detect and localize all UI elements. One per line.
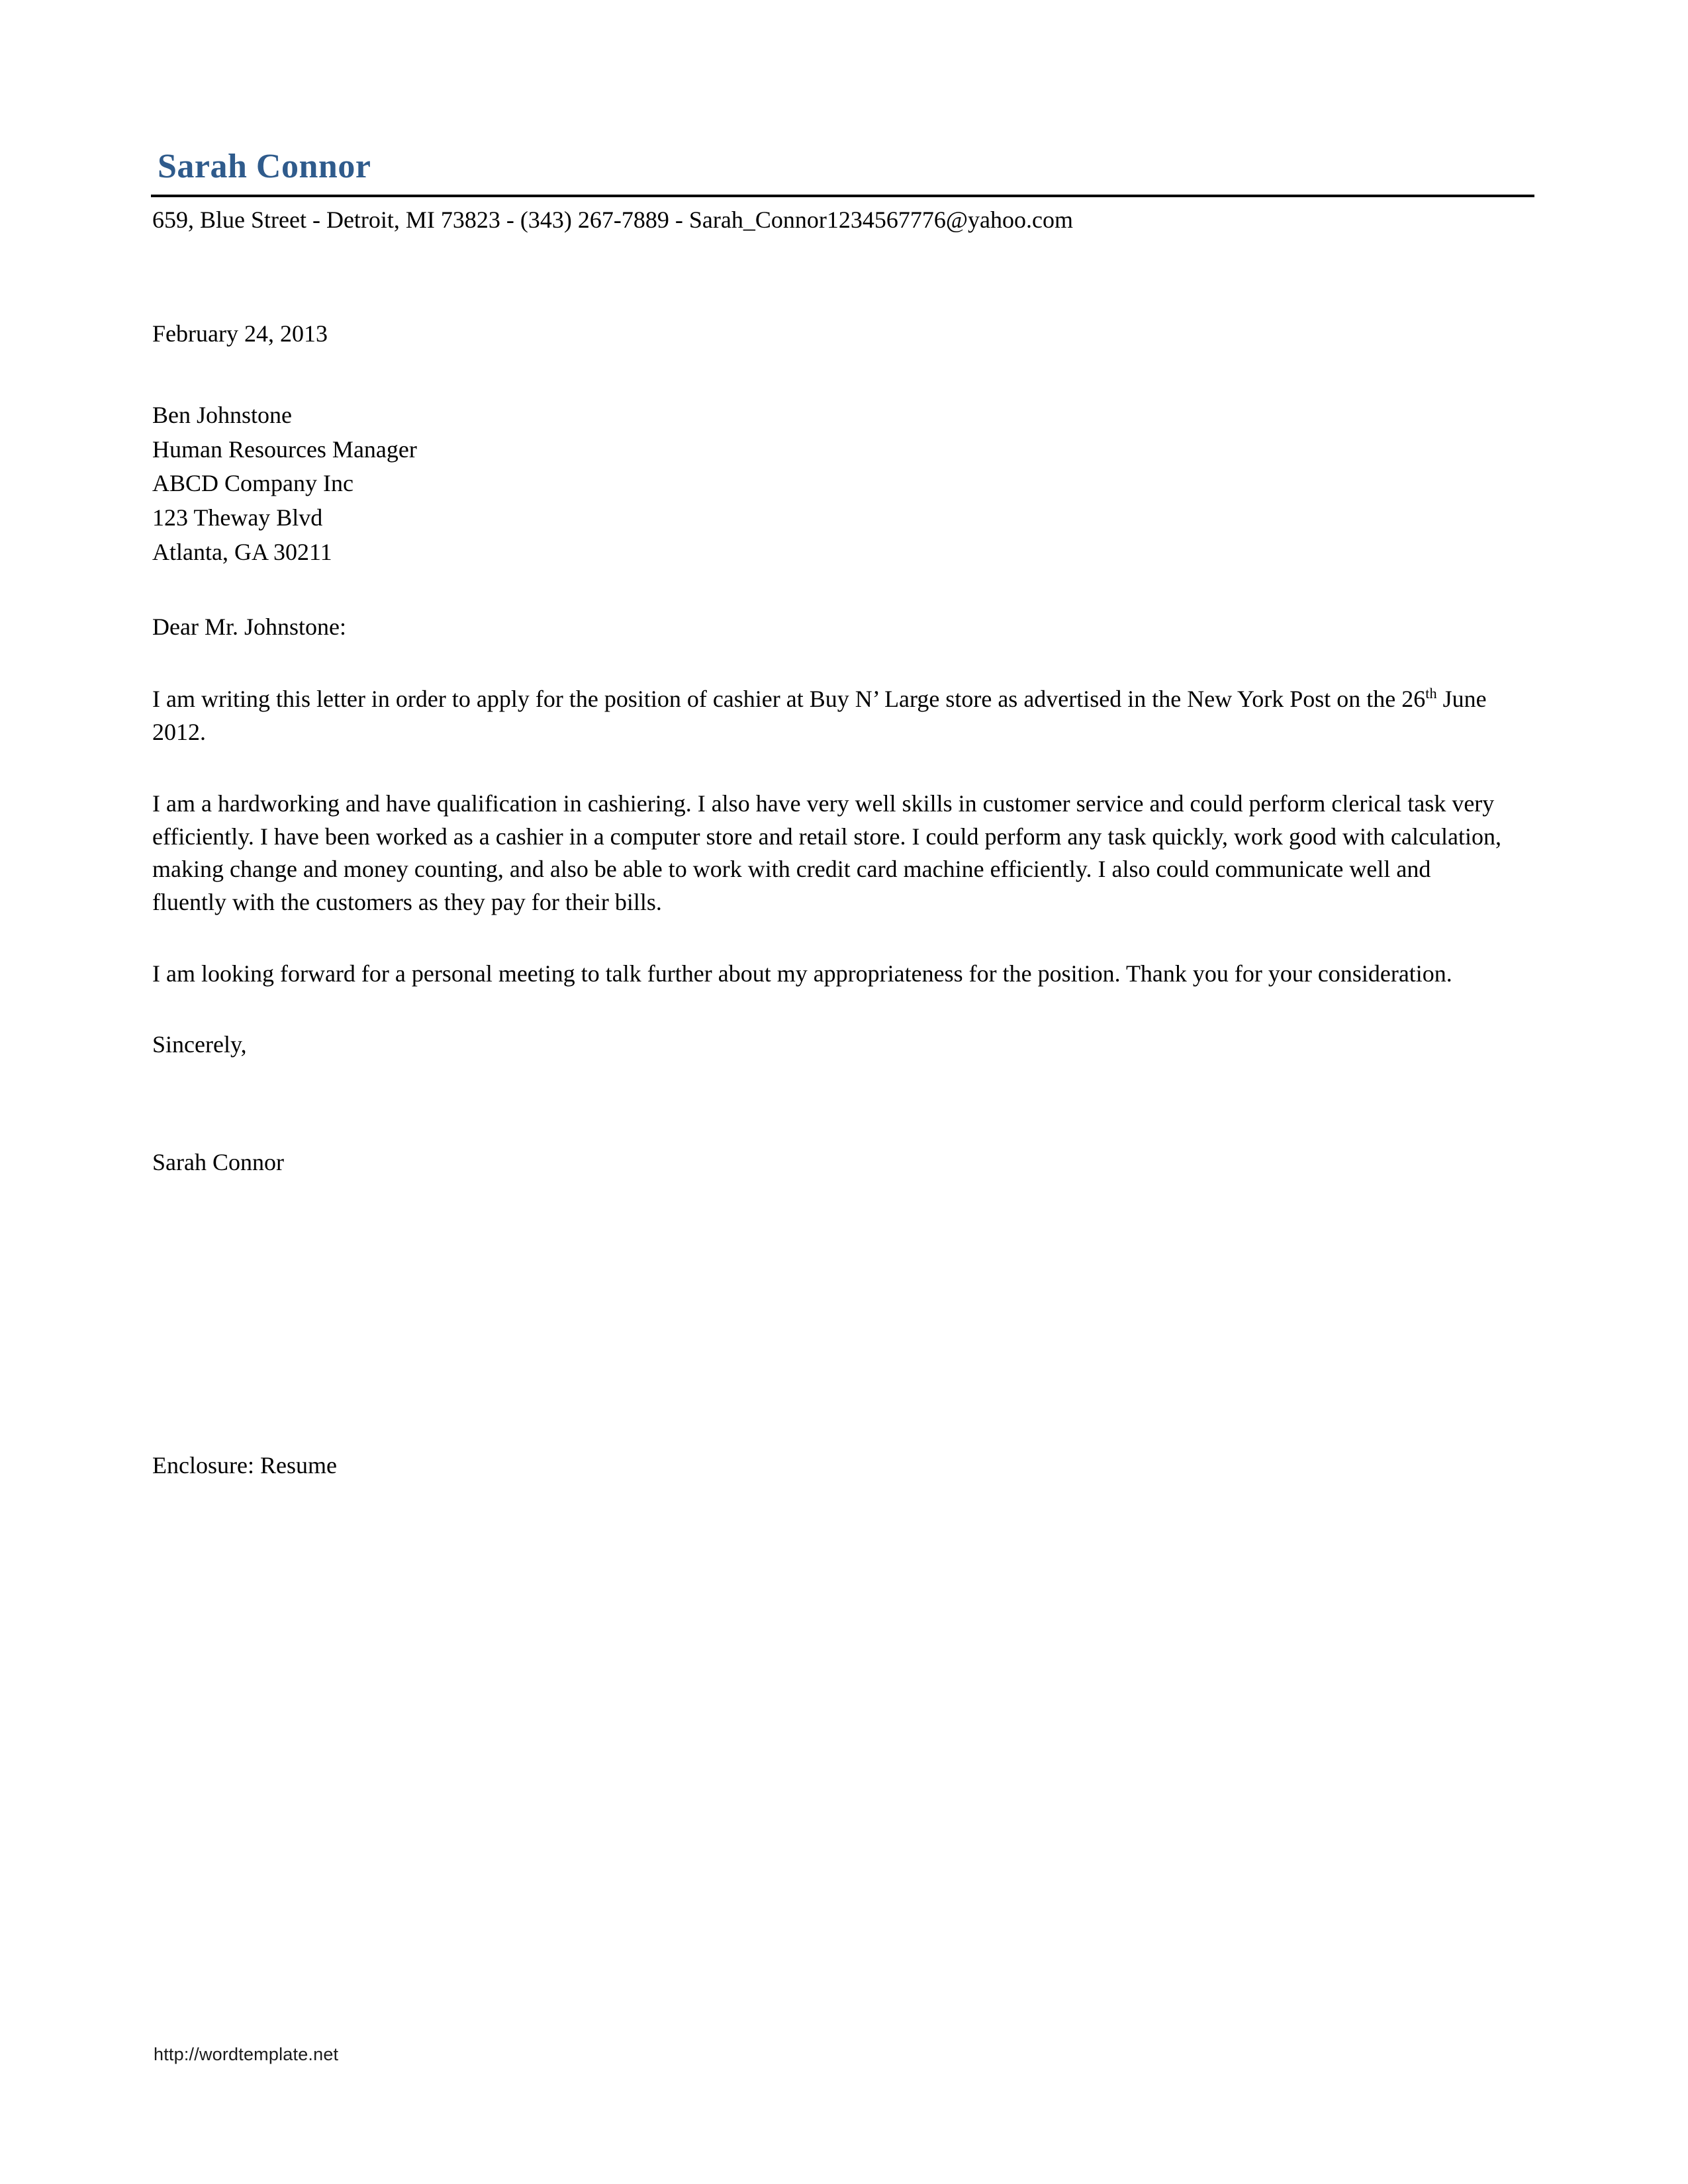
- paragraph-1-text-before-ordinal: I am writing this letter in order to apply for the position of cashier at Buy N’ Large store as advertised in the New York Post on the 26: [152, 686, 1426, 713]
- body-paragraph-1: [152, 683, 1509, 749]
- enclosure-line: Enclosure: Resume: [152, 1452, 337, 1479]
- signature-name: Sarah Connor: [152, 1149, 284, 1176]
- closing-salutation: Sincerely,: [152, 1031, 247, 1058]
- letterhead-divider: [151, 195, 1534, 197]
- recipient-city-state-zip: Atlanta, GA 30211: [152, 538, 332, 565]
- body-paragraph-3: I am looking forward for a personal meeting to talk further about my appropriateness for the position. Thank you for your consideration.: [152, 960, 1452, 987]
- paragraph-1-text-after-ordinal: June 2012.: [152, 686, 1487, 746]
- letterhead: [151, 149, 1534, 235]
- salutation: Dear Mr. Johnstone:: [152, 613, 346, 640]
- sender-contact-line: 659, Blue Street - Detroit, MI 73823 - (343) 267-7889 - Sarah_Connor1234567776@yahoo.com: [152, 206, 1073, 233]
- recipient-street: 123 Theway Blvd: [152, 504, 323, 531]
- recipient-address-block: [152, 398, 1509, 570]
- sender-name: Sarah Connor: [158, 148, 371, 185]
- recipient-name: Ben Johnstone: [152, 401, 292, 428]
- footer-source-url: http://wordtemplate.net: [154, 2044, 339, 2064]
- signature-block: [152, 1028, 1509, 1181]
- letter-date: February 24, 2013: [152, 320, 328, 347]
- ordinal-suffix-superscript: th: [1425, 685, 1437, 702]
- recipient-company: ABCD Company Inc: [152, 470, 353, 497]
- recipient-title: Human Resources Manager: [152, 435, 417, 463]
- letter-body: [152, 318, 1509, 1181]
- body-paragraph-2: I am a hardworking and have qualification in cashiering. I also have very well skills in customer service and could perform clerical task very efficiently. I have been worked as a cashier in a computer store and retail store. I could perform any task quickly, work good with calculation, making change and money counting, and also be able to work with credit card machine efficiently. I also could communicate well and fluently with the customers as they pay for their bills.: [152, 790, 1501, 915]
